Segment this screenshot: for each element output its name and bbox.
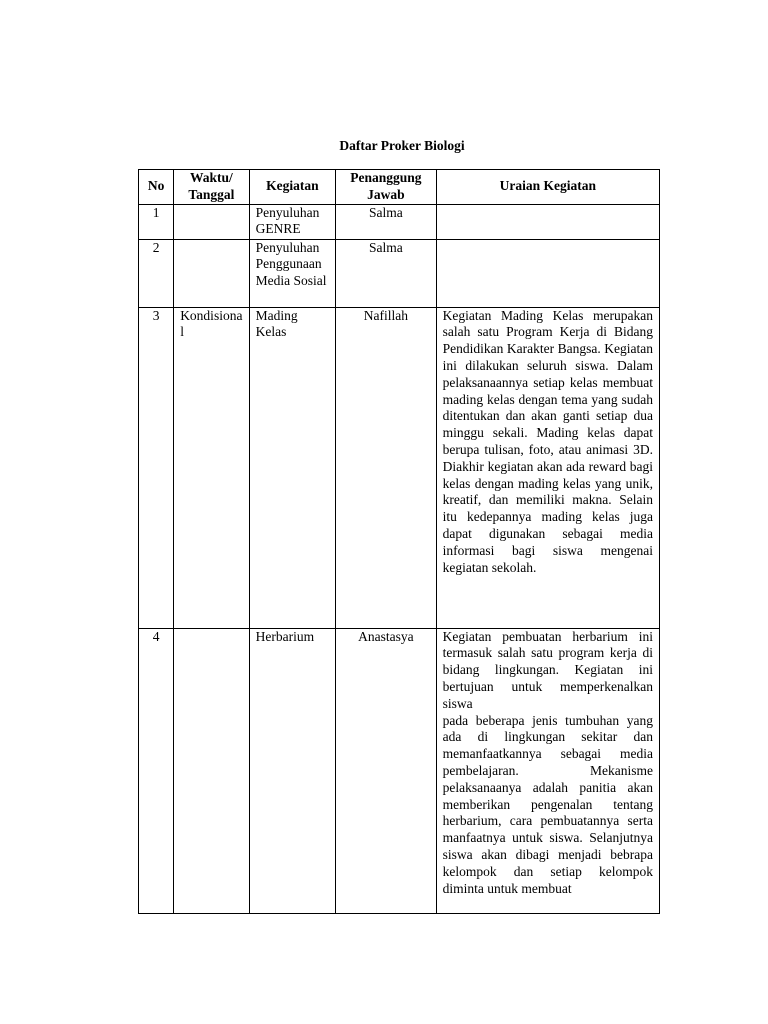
cell-kegiatan: Penyuluhan Penggunaan Media Sosial: [249, 239, 335, 307]
header-kegiatan: Kegiatan: [249, 170, 335, 205]
table-row: [139, 204, 660, 239]
uraian-paragraph-continued: pada beberapa jenis tumbuhan yang ada di lingkungan sekitar dan memanfaatkannya sebagai media pembelajaran. Mekanisme pelaksanaanya adalah panitia akan memberikan pengenalan tentang herbarium, cara pembuatannya serta manfaatnya untuk siswa. Selanjutnya siswa akan dibagi menjadi bebrapa kelompok dan setiap kelompok diminta untuk membuat: [442, 712, 653, 896]
cell-no: 2: [139, 239, 174, 307]
cell-no: 3: [139, 307, 174, 628]
cell-no: 1: [139, 204, 174, 239]
uraian-paragraph: Kegiatan pembuatan herbarium ini termasuk salah satu program kerja di bidang lingkungan. Kegiatan ini bertujuan untuk memperkenalkan siswa: [442, 628, 653, 711]
cell-waktu: [174, 628, 249, 913]
table-header-row: [139, 170, 660, 205]
cell-kegiatan: Mading Kelas: [249, 307, 335, 628]
cell-uraian: [436, 628, 659, 913]
cell-waktu: [174, 204, 249, 239]
table-row: [139, 239, 660, 307]
cell-waktu: Kondisional: [174, 307, 249, 628]
document-title: Daftar Proker Biologi: [339, 138, 465, 153]
proker-table: [138, 169, 660, 914]
cell-kegiatan: Herbarium: [249, 628, 335, 913]
cell-penanggung-jawab: Nafillah: [336, 307, 437, 628]
cell-penanggung-jawab: Anastasya: [336, 628, 437, 913]
cell-waktu: [174, 239, 249, 307]
cell-uraian: [436, 204, 659, 239]
header-penanggung-jawab: Penanggung Jawab: [336, 170, 437, 205]
header-waktu: Waktu/ Tanggal: [174, 170, 249, 205]
cell-uraian: [436, 239, 659, 307]
cell-uraian: Kegiatan Mading Kelas merupakan salah satu Program Kerja di Bidang Pendidikan Karakter Bangsa. Kegiatan ini dilakukan seluruh siswa. Dalam pelaksanaannya setiap kelas membuat mading kelas dengan tema yang sudah ditentukan dan akan ganti setiap dua minggu sekali. Mading kelas dapat berupa tulisan, foto, atau animasi 3D. Diakhir kegiatan akan ada reward bagi kelas dengan mading kelas yang unik, kreatif, dan memiliki makna. Selain itu kedepannya mading kelas juga dapat digunakan sebagai media informasi bagi siswa mengenai kegiatan sekolah.: [436, 307, 659, 628]
header-uraian: Uraian Kegiatan: [436, 170, 659, 205]
cell-penanggung-jawab: Salma: [336, 204, 437, 239]
cell-penanggung-jawab: Salma: [336, 239, 437, 307]
cell-kegiatan: Penyuluhan GENRE: [249, 204, 335, 239]
table-row: [139, 628, 660, 913]
cell-no: 4: [139, 628, 174, 913]
header-no: No: [139, 170, 174, 205]
table-row: [139, 307, 660, 628]
